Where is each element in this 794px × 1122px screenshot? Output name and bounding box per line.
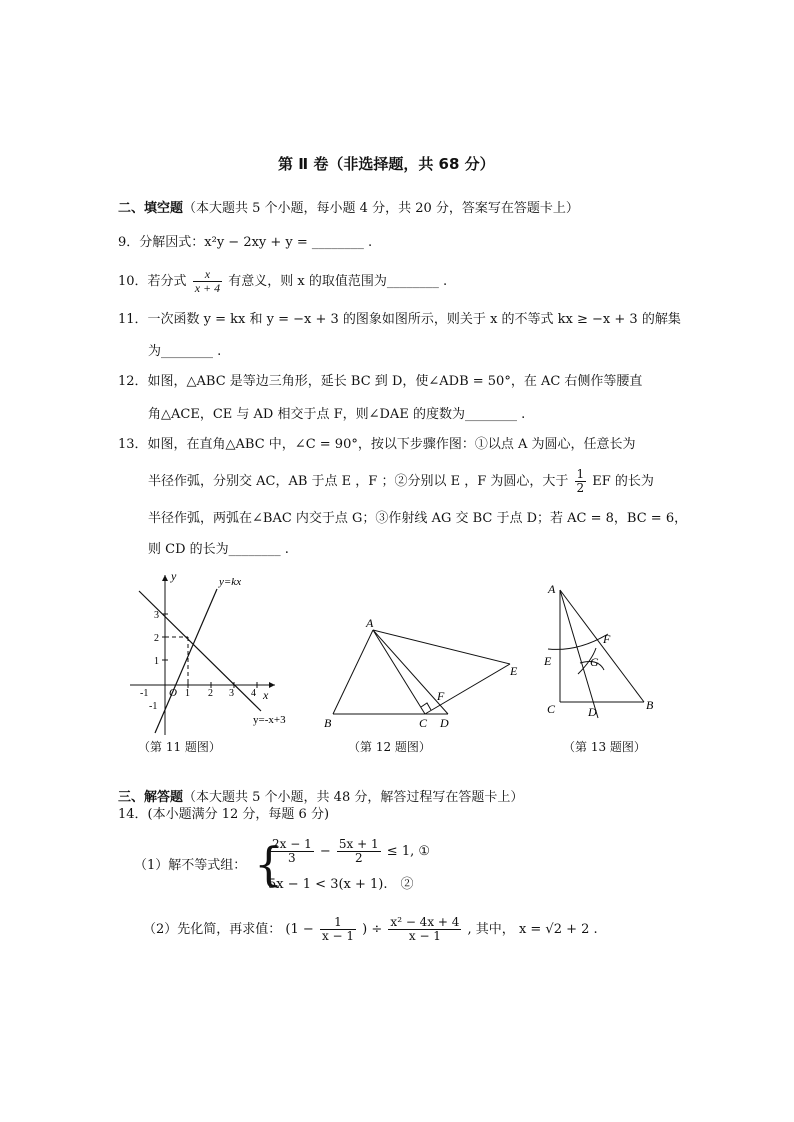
q14-p2-tail: , 其中， x = √2 + 2 . bbox=[467, 922, 598, 937]
q14-p2-fraction-2 bbox=[388, 916, 461, 943]
fig13-label-A: A bbox=[548, 582, 556, 596]
fig13-label-F: F bbox=[603, 632, 611, 646]
figure-12-caption: （第 12 题图） bbox=[348, 740, 431, 754]
fig12-label-B: B bbox=[324, 716, 332, 730]
q14-p1-f1-num: 2x − 1 bbox=[272, 837, 312, 851]
question-10 bbox=[118, 268, 447, 295]
q14-p1-fraction-1 bbox=[270, 838, 314, 865]
question-12-line-1: 12．如图，△ABC 是等边三角形，延长 BC 到 D，使∠ADB = 50°，在 AC 右侧作等腰直 bbox=[118, 374, 643, 389]
q14-p2-label: （2）先化简，再求值： bbox=[143, 922, 282, 937]
question-13-line-1: 13．如图，在直角△ABC 中，∠C = 90°，按以下步骤作图：①以点 A 为圆心，任意长为 bbox=[118, 437, 636, 452]
q10-prefix: 10．若分式 bbox=[118, 274, 187, 289]
figure-13-caption: （第 13 题图） bbox=[563, 740, 646, 754]
q14-p2-f1-den: x − 1 bbox=[321, 929, 355, 943]
section-3-note: （本大题共 5 个小题，共 48 分，解答过程写在答题卡上） bbox=[183, 790, 524, 805]
y-axis-label: y bbox=[171, 569, 177, 583]
y-tick-label-2: 2 bbox=[154, 633, 159, 644]
right-angle-mark bbox=[421, 703, 431, 710]
q14-p1-f2-den: 2 bbox=[354, 851, 363, 865]
fig12-label-D: D bbox=[440, 716, 449, 730]
page-title: 第 Ⅱ 卷（非选择题，共 68 分） bbox=[278, 155, 495, 173]
figure-13-construction bbox=[540, 578, 665, 728]
x-tick-label-3: 3 bbox=[229, 688, 234, 699]
section-2-note: （本大题共 5 个小题，每小题 4 分，共 20 分，答案写在答题卡上） bbox=[183, 201, 579, 216]
q14-part-1-line-2: 5x − 1 < 3(x + 1). ② bbox=[268, 877, 414, 892]
q14-p2-close: ) ÷ bbox=[362, 922, 383, 937]
section-3-header bbox=[118, 786, 523, 805]
origin-label: O bbox=[169, 687, 177, 699]
q14-p1-fraction-2 bbox=[337, 838, 381, 865]
question-12-line-2: 角△ACE，CE 与 AD 相交于点 F，则∠DAE 的度数为________ . bbox=[148, 407, 526, 422]
figure-12-triangle bbox=[318, 610, 533, 735]
section-2-header bbox=[118, 197, 579, 216]
figure-11-caption: （第 11 题图） bbox=[138, 740, 221, 754]
fig13-label-G: G bbox=[590, 655, 599, 669]
q14-p2-open: (1 − bbox=[285, 922, 314, 937]
q10-fraction bbox=[193, 268, 222, 295]
fig13-label-E: E bbox=[544, 654, 552, 668]
fig12-label-A: A bbox=[366, 616, 374, 630]
question-13-line-3: 半径作弧，两弧在∠BAC 内交于点 G；③作射线 AG 交 BC 于点 D；若 AC = 8，BC = 6， bbox=[148, 511, 688, 526]
q14-p2-f2-num: x² − 4x + 4 bbox=[390, 915, 460, 929]
fig12-label-E: E bbox=[510, 664, 518, 678]
y-tick-label-neg1: -1 bbox=[149, 701, 158, 712]
question-14-header: 14．(本小题满分 12 分，每题 6 分) bbox=[118, 807, 330, 822]
q14-p1-minus: − bbox=[319, 844, 331, 859]
x-axis-label: x bbox=[263, 688, 269, 702]
line-y-kx bbox=[155, 589, 217, 733]
y-axis-arrow bbox=[162, 575, 168, 581]
x-tick-label-neg1: -1 bbox=[140, 688, 149, 699]
segment-AB bbox=[560, 590, 644, 702]
x-tick-label-2: 2 bbox=[208, 688, 213, 699]
line-kx-label: y=kx bbox=[219, 576, 242, 588]
question-11-line-2: 为________ . bbox=[148, 344, 222, 359]
y-tick-label-3: 3 bbox=[154, 610, 159, 621]
section-3-heading: 三、解答题 bbox=[118, 790, 184, 805]
system-brace: { bbox=[254, 837, 284, 891]
q10-fraction-numerator: x bbox=[193, 268, 222, 282]
segment-AC bbox=[373, 630, 425, 714]
q14-part-2 bbox=[143, 916, 598, 943]
question-13-line-2 bbox=[148, 468, 654, 495]
q14-p1-rest: ≤ 1, ① bbox=[386, 844, 431, 859]
x-axis-arrow bbox=[269, 682, 275, 688]
line-neg-label: y=-x+3 bbox=[253, 714, 286, 726]
q13-half-fraction bbox=[575, 468, 587, 495]
figure-11-graph bbox=[125, 565, 315, 735]
fig13-label-B: B bbox=[646, 698, 654, 712]
q14-p2-fraction-1 bbox=[320, 916, 356, 943]
q14-p1-f2-num: 5x + 1 bbox=[338, 837, 379, 851]
q10-fraction-denominator: x + 4 bbox=[194, 281, 221, 295]
q13-half-denominator: 2 bbox=[576, 481, 585, 495]
x-tick-label-4: 4 bbox=[251, 688, 256, 699]
q14-part-1-line-1 bbox=[268, 838, 430, 865]
q10-suffix: 有意义，则 x 的取值范围为________ . bbox=[228, 274, 448, 289]
ray-AG bbox=[560, 590, 598, 718]
question-13-line-4: 则 CD 的长为________ . bbox=[148, 542, 289, 557]
x-tick-label-1: 1 bbox=[185, 688, 190, 699]
q14-p1-f1-den: 3 bbox=[288, 851, 296, 865]
q13-line-2b: EF 的长为 bbox=[592, 474, 654, 489]
line-y-neg-x-plus-3 bbox=[139, 591, 261, 711]
y-tick-label-1: 1 bbox=[154, 656, 159, 667]
q13-half-numerator: 1 bbox=[576, 467, 585, 481]
fig12-label-F: F bbox=[437, 689, 445, 703]
fig13-label-D: D bbox=[588, 705, 597, 719]
q14-part-1-label: （1）解不等式组： bbox=[134, 858, 247, 873]
segment-AE bbox=[373, 630, 510, 664]
fig13-label-C: C bbox=[547, 702, 556, 716]
segment-AB bbox=[333, 630, 373, 714]
section-2-heading: 二、填空题 bbox=[118, 201, 184, 216]
question-9: 9．分解因式：x²y − 2xy + y = ________ . bbox=[118, 235, 373, 250]
q14-p2-f2-den: x − 1 bbox=[408, 929, 441, 943]
q13-line-2a: 半径作弧，分别交 AC，AB 于点 E ，F ；②分别以 E ，F 为圆心，大于 bbox=[148, 474, 569, 489]
question-11-line-1: 11．一次函数 y = kx 和 y = −x + 3 的图象如图所示，则关于 x 的不等式 kx ≥ −x + 3 的解集 bbox=[118, 312, 681, 327]
fig12-label-C: C bbox=[419, 716, 428, 730]
q14-p2-f1-num: 1 bbox=[320, 916, 356, 930]
